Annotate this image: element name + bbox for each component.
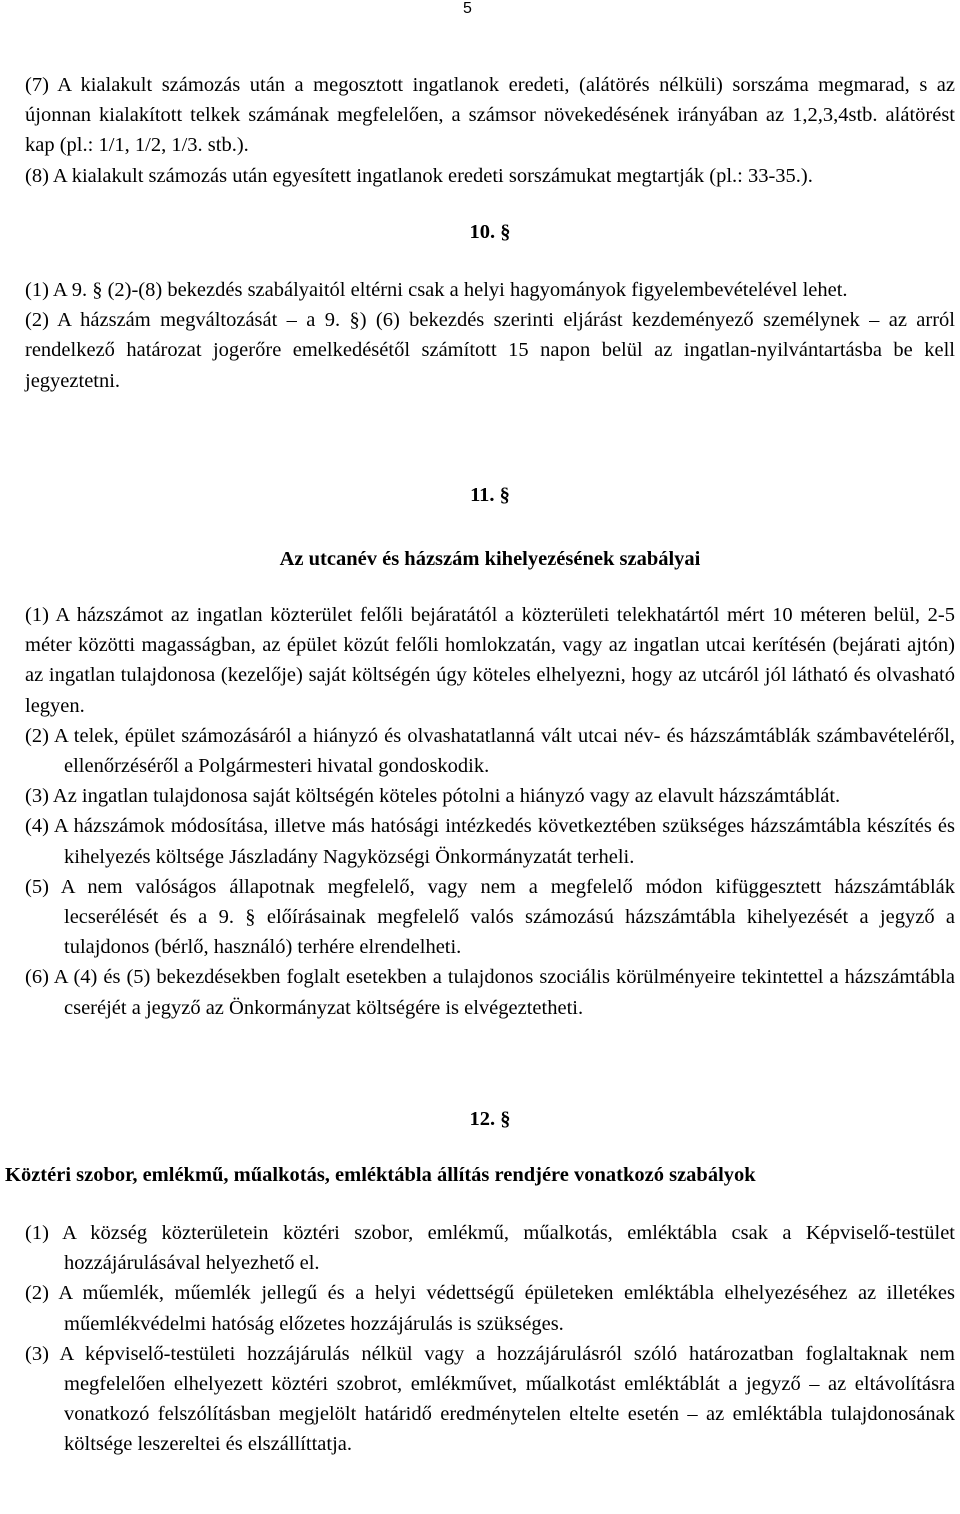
section-10-paragraph-2: (2) A házszám megváltozását – a 9. §) (6) bekezdés szerinti eljárást kezdeményező személynek – az arról rendelkező határozat jogerőre emelkedésétől számított 15 napon belül az ingatlan-nyilvántartásba be kell jegyeztetni. <box>25 309 955 392</box>
section-11-paragraph-5: (5) A nem valóságos állapotnak megfelelő, vagy nem a megfelelő módon kifüggesztett házszámtáblák lecserélését és a 9. § előírásainak megfelelő valós számozású házszámtábla kihelyezését a jegyző a tulajdonos (bérlő, használó) terhére elrendelheti. <box>25 875 955 959</box>
section-12-title: Köztéri szobor, emlékmű, műalkotás, emléktábla állítás rendjére vonatkozó szabályok <box>5 1164 756 1186</box>
page-number: 5 <box>463 0 472 17</box>
section-10-body <box>25 275 955 396</box>
section-prev-block <box>25 70 955 191</box>
section-11-paragraph-2: (2) A telek, épület számozásáról a hiányzó és olvashatatlanná vált utcai név- és házszámtáblák számbavételéről, ellenőrzéséről a Polgármesteri hivatal gondoskodik. <box>25 724 955 778</box>
section-10-heading: 10. § <box>469 221 511 243</box>
section-11-heading: 11. § <box>470 484 510 506</box>
section-12-paragraph-1: (1) A község közterületein köztéri szobor, emlékmű, műalkotás, emléktábla csak a Képviselő-testület hozzájárulásával helyezhető el. <box>25 1222 955 1275</box>
section-12-paragraph-3: (3) A képviselő-testületi hozzájárulás nélkül vagy a hozzájárulásról szóló határozatban foglaltaknak nem megfelelően elhelyezett köztéri szobrot, emlékművet, műalkotást emléktáblát a jegyző – az eltávolításra vonatkozó felszólításban megjelölt határidő eredménytelen eltelte esetén – az emléktábla tulajdonosának költsége leszereltei és elszállíttatja. <box>25 1342 955 1456</box>
section-11-paragraph-1: (1) A házszámot az ingatlan közterület felőli bejáratától a közterületi telekhatártól mért 10 méteren belül, 2-5 méter közötti magasságban, az épület közút felőli homlokzatán, vagy az ingatlan utcai kerítésén (bejárati ajtón) az ingatlan tulajdonosa (kezelője) saját költségén úgy köteles elhelyezni, hogy az utcáról jól látható és olvasható legyen. <box>25 604 955 717</box>
section-12-heading: 12. § <box>469 1108 511 1130</box>
section-10-paragraph-1: (1) A 9. § (2)-(8) bekezdés szabályaitól eltérni csak a helyi hagyományok figyelembevételével lehet. <box>25 279 848 301</box>
section-11-paragraph-4: (4) A házszámok módosítása, illetve más hatósági intézkedés következtében szükséges házszámtábla készítés és kihelyezés költsége Jászladány Nagyközségi Önkormányzatát terheli. <box>25 815 955 868</box>
section-11-paragraph-6: (6) A (4) és (5) bekezdésekben foglalt esetekben a tulajdonos szociális körülményeire tekintettel a házszámtábla cseréjét a jegyző az Önkormányzat költségére is elvégeztetheti. <box>25 966 955 1019</box>
section-11-paragraph-3: (3) Az ingatlan tulajdonosa saját költségén köteles pótolni a hiányzó vagy az elavult házszámtáblát. <box>25 785 841 808</box>
section-12-paragraph-2: (2) A műemlék, műemlék jellegű és a helyi védettségű épületeken emléktábla elhelyezéséhez az illetékes műemlékvédelmi hatóság előzetes hozzájárulás is szükséges. <box>25 1282 955 1335</box>
section-11-body <box>25 600 955 1023</box>
paragraph-8: (8) A kialakult számozás után egyesített ingatlanok eredeti sorszámukat megtartják (pl.: 33-35.). <box>25 164 813 187</box>
section-11-title: Az utcanév és házszám kihelyezésének szabályai <box>279 548 701 570</box>
section-12-body <box>25 1218 955 1460</box>
paragraph-7: (7) A kialakult számozás után a megosztott ingatlanok eredeti, (alátörés nélküli) sorszáma megmarad, s az újonnan kialakított telkek számának megfelelően, a számsor növekedésének irányában az 1,2,3,4stb. alátörést kap (pl.: 1/1, 1/2, 1/3. stb.). <box>25 74 955 157</box>
